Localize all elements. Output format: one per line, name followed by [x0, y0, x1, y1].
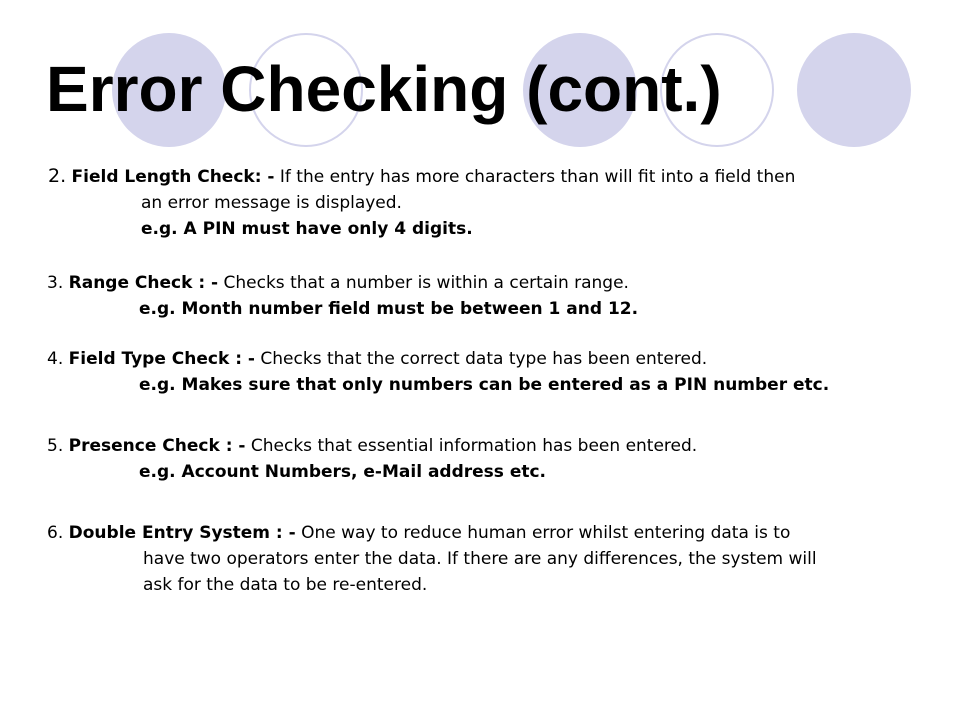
list-item-double-entry-system [47, 520, 817, 598]
list-item-field-length-check [48, 163, 795, 242]
list-item-range-check [47, 270, 638, 322]
item-description: Checks that a number is within a certain range. [223, 273, 629, 293]
slide-title: Error Checking (cont.) [46, 53, 722, 125]
item-heading: Field Type Check : - [68, 349, 255, 369]
item-heading: Presence Check : - [68, 436, 246, 456]
item-heading: Field Length Check: - [71, 167, 275, 187]
item-description: have two operators enter the data. If there are any differences, the system will [143, 549, 817, 569]
item-heading: Range Check : - [68, 273, 219, 293]
item-example: e.g. Makes sure that only numbers can be entered as a PIN number etc. [139, 375, 830, 395]
list-item-field-type-check [47, 346, 829, 398]
item-description: ask for the data to be re-entered. [143, 575, 428, 595]
item-example: e.g. A PIN must have only 4 digits. [141, 219, 473, 239]
item-description: One way to reduce human error whilst entering data is to [301, 523, 791, 543]
item-number: 6. [47, 523, 64, 543]
item-number: 5. [47, 436, 64, 456]
item-heading: Double Entry System : - [68, 523, 296, 543]
item-description: Checks that the correct data type has been entered. [260, 349, 708, 369]
item-number: 3. [47, 273, 64, 293]
item-description: an error message is displayed. [141, 193, 402, 213]
item-description: If the entry has more characters than will fit into a field then [279, 167, 796, 187]
item-example: e.g. Month number field must be between 1 and 12. [139, 299, 639, 319]
item-number: 2. [48, 165, 67, 187]
list-item-presence-check [47, 433, 697, 485]
item-example: e.g. Account Numbers, e-Mail address etc. [139, 462, 547, 482]
item-number: 4. [47, 349, 64, 369]
item-description: Checks that essential information has been entered. [250, 436, 698, 456]
decor-circle-5 [797, 33, 911, 147]
